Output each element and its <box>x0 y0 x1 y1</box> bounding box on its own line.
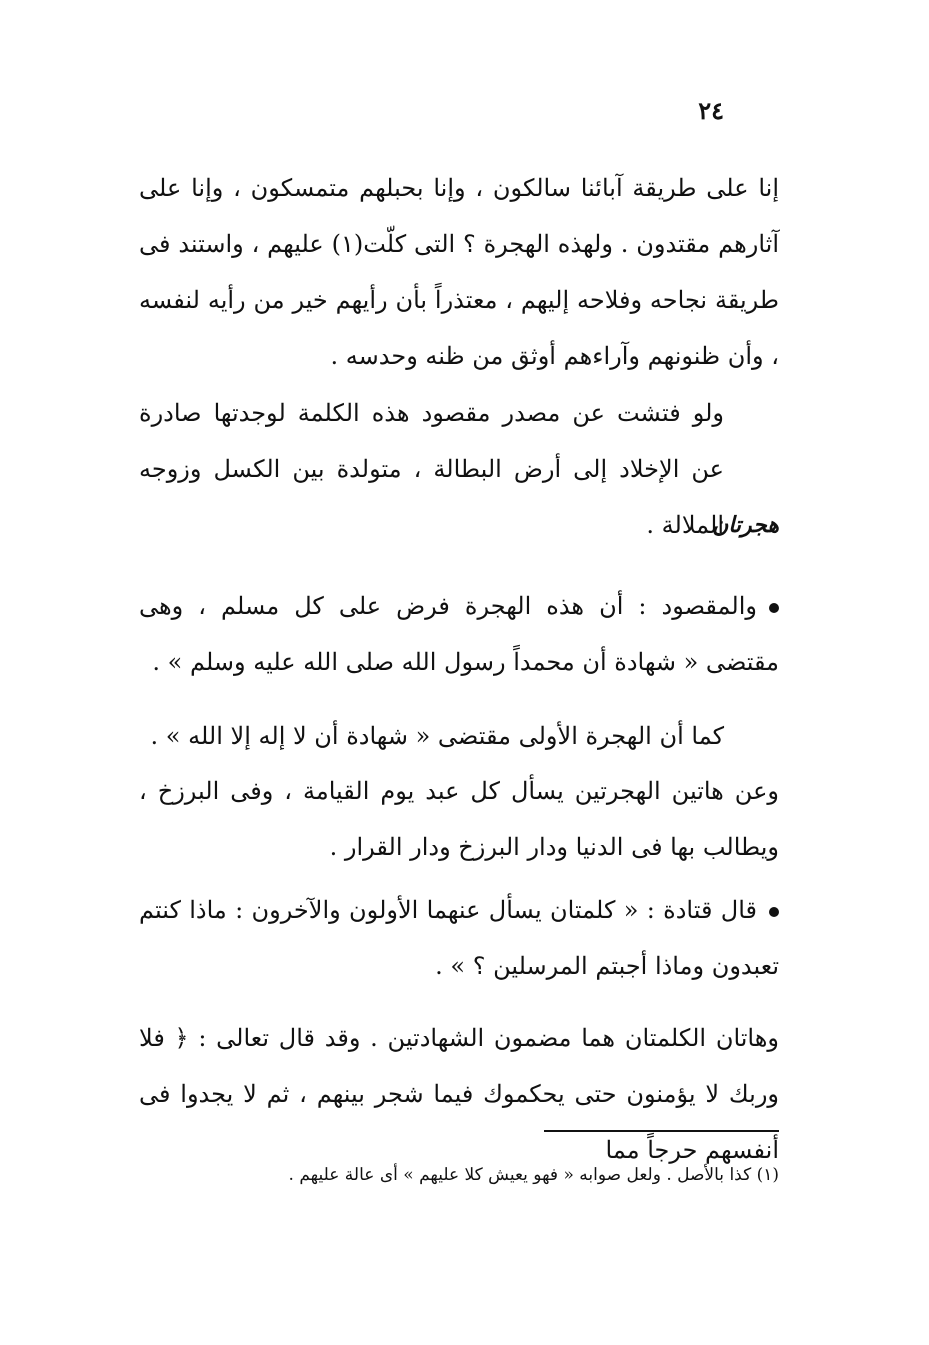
paragraph-4: كما أن الهجرة الأولى مقتضى « شهادة أن لا إله إلا الله » . <box>150 722 724 750</box>
page-number: ٢٤ <box>698 96 724 125</box>
section-heading: هجرتان <box>712 512 779 538</box>
paragraph-6-text: قال قتادة : « كلمتان يسأل عنهما الأولون والآخرون : ماذا كنتم تعبدون وماذا أجبتم المرسلين ؟ » . <box>139 896 779 980</box>
bullet-icon <box>769 603 779 613</box>
paragraph-3-text: والمقصود : أن هذه الهجرة فرض على كل مسلم ، وهى مقتضى « شهادة أن محمداً رسول الله صلى الله عليه وسلم » . <box>139 592 779 676</box>
paragraph-1: إنا على طريقة آبائنا سالكون ، وإنا بحبلهم متمسكون ، وإنا على آثارهم مقتدون . ولهذه الهجرة ؟ التى كلّت(١) عليهم ، واستند فى طريقة نجاحه وفلاحه إليهم ، معتذراً بأن رأيهم خير من رأيه لنفسه ، وأن ظنونهم وآراءهم أوثق من ظنه وحدسه . <box>139 174 780 370</box>
paragraph-7: وهاتان الكلمتان هما مضمون الشهادتين . وقد قال تعالى : ﴿ فلا وربك لا يؤمنون حتى يحكموك فيما شجر بينهم ، ثم لا يجدوا فى أنفسهم حرجاً مما <box>139 1024 779 1164</box>
paragraph-3 <box>139 578 779 690</box>
paragraph-5: وعن هاتين الهجرتين يسأل كل عبد يوم القيامة ، وفى البرزخ ، ويطالب بها فى الدنيا ودار البرزخ ودار القرار . <box>139 777 779 861</box>
paragraph-6 <box>139 882 779 994</box>
bullet-icon <box>769 907 779 917</box>
footnote-divider <box>544 1130 779 1132</box>
paragraph-2: ولو فتشت عن مصدر مقصود هذه الكلمة لوجدتها صادرة عن الإخلاد إلى أرض البطالة ، متولدة بين الكسل وزوجه الملالة . <box>139 399 724 539</box>
footnote: (١) كذا بالأصل . ولعل صوابه « فهو يعيش كلا عليهم » أى عالة عليهم . <box>288 1165 779 1185</box>
